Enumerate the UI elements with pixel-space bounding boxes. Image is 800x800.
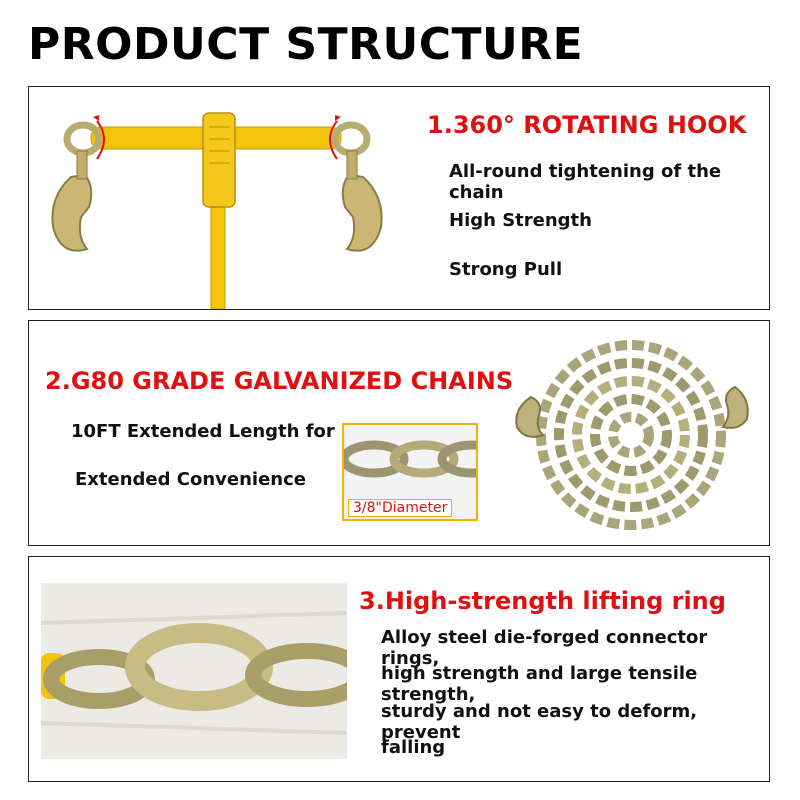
rotating-hook-panel [28, 86, 770, 310]
section2-line-2: Extended Convenience [75, 469, 306, 490]
section3-line-3: sturdy and not easy to deform, prevent [381, 701, 698, 743]
section3-line-4: falling [381, 737, 446, 758]
section1-line-1: All-round tightening of the chain [449, 161, 722, 203]
section2-line-1: 10FT Extended Length for [71, 421, 335, 442]
section1-line-3: Strong Pull [449, 259, 563, 280]
chains-panel [28, 320, 770, 546]
section3-line-1: Alloy steel die-forged connector rings, [381, 627, 708, 669]
load-binder-image [31, 87, 391, 309]
page-title: PRODUCT STRUCTURE [28, 19, 584, 70]
section1-heading: 1.360° ROTATING HOOK [427, 111, 747, 139]
section1-line-2: High Strength [449, 210, 592, 231]
diameter-label: 3/8"Diameter [348, 499, 452, 517]
section3-heading: 3.High-strength lifting ring [359, 587, 726, 615]
section2-heading: 2.G80 GRADE GALVANIZED CHAINS [45, 367, 514, 395]
lifting-ring-image [41, 583, 347, 759]
diameter-closeup [342, 423, 478, 521]
chain-closeup-image [344, 425, 476, 495]
lifting-ring-panel [28, 556, 770, 782]
section3-line-2: high strength and large tensile strength, [381, 663, 698, 705]
coiled-chain-image [503, 327, 753, 537]
